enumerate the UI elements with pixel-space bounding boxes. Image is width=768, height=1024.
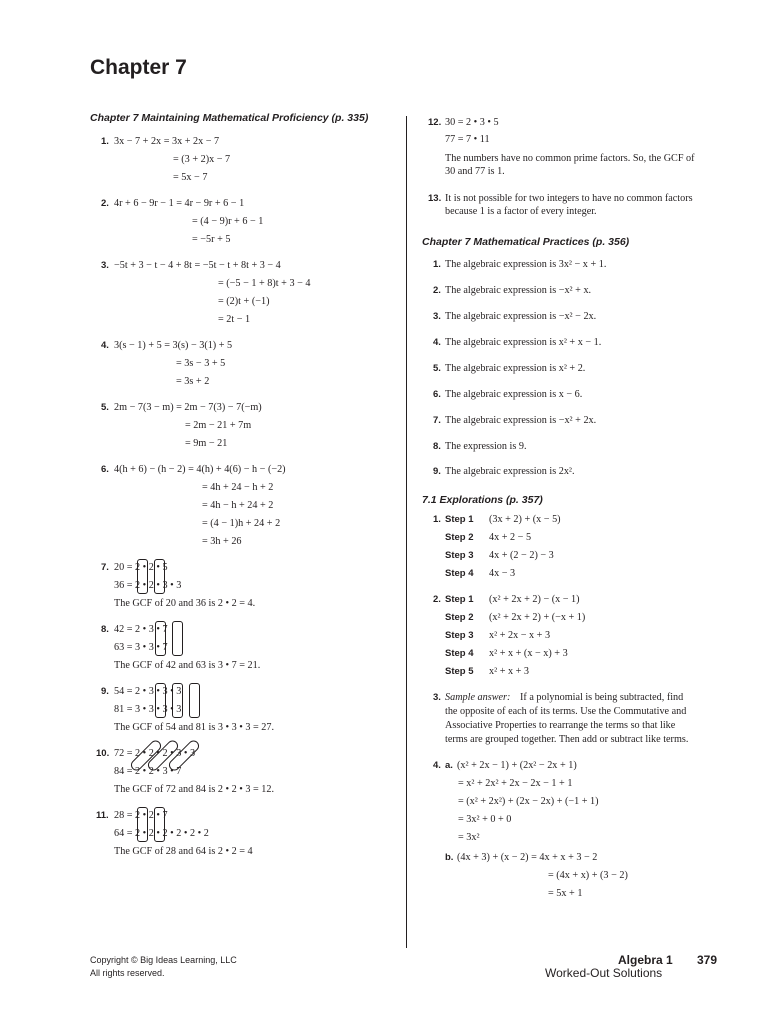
explanation-line: 30 and 77 is 1. — [445, 166, 505, 177]
answer-line: The algebraic expression is 3x² − x + 1. — [445, 259, 607, 270]
step-expression: (x² + 2x + 2) + (−x + 1) — [489, 612, 586, 623]
step-expression: 4x + 2 − 5 — [489, 532, 532, 543]
equation-line: = 5x + 1 — [548, 888, 583, 899]
equation-line: 4(h + 6) − (h − 2) = 4(h) + 4(6) − h − (−2) — [114, 464, 286, 475]
explanation-line: If a polynomial is being subtracted, find — [520, 692, 684, 703]
answer-line: The algebraic expression is 2x². — [445, 466, 575, 477]
problem-number: 4. — [101, 340, 109, 351]
problem-number: 6. — [433, 389, 441, 400]
footer-subtitle: Worked-Out Solutions — [545, 966, 663, 980]
factorization-line: 77 = 7 • 11 — [445, 134, 490, 145]
problem-number: 6. — [101, 464, 109, 475]
equation-line: = −5r + 5 — [192, 234, 231, 245]
factorization-line: 54 = 2 • 3 • 3 • 3 — [114, 686, 182, 697]
equation-line: = (x² + 2x²) + (2x − 2x) + (−1 + 1) — [458, 796, 599, 807]
answer-line: The algebraic expression is −x² − 2x. — [445, 311, 597, 322]
factorization-line: 20 = 2 • 2 • 5 — [114, 562, 168, 573]
step-label: Step 4 — [445, 568, 474, 579]
equation-line: = x² + 2x² + 2x − 2x − 1 + 1 — [458, 778, 573, 789]
problem-number: 11. — [96, 810, 109, 821]
equation-line: = 2t − 1 — [218, 314, 251, 325]
common-factor-box — [137, 559, 148, 594]
factorization-line: 84 = 2 • 2 • 3 • 7 — [114, 766, 182, 777]
step-expression: x² + 2x − x + 3 — [489, 630, 551, 641]
common-factor-box — [172, 621, 183, 656]
section-heading-practices: Chapter 7 Mathematical Practices (p. 356) — [422, 236, 630, 248]
problem-number: 4. — [433, 760, 441, 771]
equation-line: = 9m − 21 — [185, 438, 228, 449]
equation-line: = 3s − 3 + 5 — [176, 358, 226, 369]
explanation-line: The numbers have no common prime factors. So, the GCF of — [445, 153, 695, 164]
common-factor-box — [155, 621, 166, 656]
equation-line: 2m − 7(3 − m) = 2m − 7(3) − 7(−m) — [114, 402, 262, 413]
factorization-line: 72 = 2 • 2 • 2 • 3 • 3 — [114, 748, 196, 759]
factorization-line: 63 = 3 • 3 • 7 — [114, 642, 168, 653]
common-factor-box — [154, 559, 165, 594]
gcf-statement: The GCF of 42 and 63 is 3 • 7 = 21. — [114, 660, 261, 671]
problem-number: 5. — [433, 363, 441, 374]
part-label: b. — [445, 852, 454, 863]
gcf-statement: The GCF of 20 and 36 is 2 • 2 = 4. — [114, 598, 256, 609]
problem-number: 12. — [428, 117, 442, 128]
factorization-line: 36 = 2 • 2 • 3 • 3 — [114, 580, 182, 591]
equation-line: 3(s − 1) + 5 = 3(s) − 3(1) + 5 — [114, 340, 233, 351]
equation-line: −5t + 3 − t − 4 + 8t = −5t − t + 8t + 3 − 4 — [114, 260, 281, 271]
answer-line: The algebraic expression is x − 6. — [445, 389, 583, 400]
sample-answer-label: Sample answer: — [445, 692, 511, 703]
problem-number: 7. — [101, 562, 109, 573]
equation-line: = (2)t + (−1) — [218, 296, 270, 307]
problem-number: 3. — [433, 692, 441, 703]
answer-line: The expression is 9. — [445, 441, 527, 452]
step-expression: x² + x + (x − x) + 3 — [489, 648, 568, 659]
answer-line: The algebraic expression is x² + 2. — [445, 363, 586, 374]
explanation-line: It is not possible for two integers to have no common factors — [445, 193, 693, 204]
problem-number: 13. — [428, 193, 442, 204]
factorization-line: 64 = 2 • 2 • 2 • 2 • 2 • 2 — [114, 828, 209, 839]
problem-number: 1. — [101, 136, 109, 147]
problem-number: 1. — [433, 259, 441, 270]
equation-line: 3x − 7 + 2x = 3x + 2x − 7 — [114, 136, 220, 147]
equation-line: = 2m − 21 + 7m — [185, 420, 252, 431]
section-heading-proficiency: Chapter 7 Maintaining Mathematical Proficiency (p. 335) — [90, 112, 369, 124]
step-label: Step 3 — [445, 630, 474, 641]
step-expression: (3x + 2) + (x − 5) — [489, 514, 561, 525]
common-factor-box — [155, 683, 166, 718]
problem-number: 10. — [96, 748, 110, 759]
factorization-line: 81 = 3 • 3 • 3 • 3 — [114, 704, 182, 715]
step-expression: 4x − 3 — [489, 568, 516, 579]
factorization-line: 42 = 2 • 3 • 7 — [114, 624, 168, 635]
equation-line: 4r + 6 − 9r − 1 = 4r − 9r + 6 − 1 — [114, 198, 245, 209]
footer-copyright: Copyright © Big Ideas Learning, LLC — [90, 955, 237, 965]
common-factor-box — [172, 683, 183, 718]
problem-number: 5. — [101, 402, 109, 413]
explanation-line: the opposite of each of its terms. Use the Commutative and — [445, 706, 687, 717]
step-label: Step 4 — [445, 648, 474, 659]
page-title: Chapter 7 — [90, 56, 187, 79]
answer-line: The algebraic expression is x² + x − 1. — [445, 337, 602, 348]
problem-number: 3. — [433, 311, 441, 322]
equation-line: (4x + 3) + (x − 2) = 4x + x + 3 − 2 — [457, 852, 598, 863]
equation-line: = 3x² — [458, 832, 480, 843]
equation-line: = 4h − h + 24 + 2 — [202, 500, 274, 511]
column-divider — [406, 116, 407, 948]
step-label: Step 5 — [445, 666, 474, 677]
problem-number: 2. — [101, 198, 109, 209]
factorization-line: 30 = 2 • 3 • 5 — [445, 117, 499, 128]
explanation-line: because 1 is a factor of every integer. — [445, 206, 597, 217]
gcf-statement: The GCF of 72 and 84 is 2 • 2 • 3 = 12. — [114, 784, 275, 795]
step-label: Step 2 — [445, 532, 474, 543]
problem-number: 2. — [433, 594, 441, 605]
answer-line: The algebraic expression is −x² + x. — [445, 285, 592, 296]
equation-line: = (4 − 1)h + 24 + 2 — [202, 518, 281, 529]
problem-number: 8. — [433, 441, 441, 452]
problem-number: 9. — [101, 686, 109, 697]
step-label: Step 1 — [445, 514, 474, 525]
gcf-statement: The GCF of 28 and 64 is 2 • 2 = 4 — [114, 846, 253, 857]
problem-number: 2. — [433, 285, 441, 296]
section-heading-explorations: 7.1 Explorations (p. 357) — [422, 494, 543, 506]
equation-line: = 3h + 26 — [202, 536, 242, 547]
part-label: a. — [445, 760, 453, 771]
equation-line: = 3x² + 0 + 0 — [458, 814, 512, 825]
problem-number: 4. — [433, 337, 441, 348]
problem-number: 9. — [433, 466, 441, 477]
common-factor-box — [189, 683, 200, 718]
step-label: Step 2 — [445, 612, 474, 623]
problem-number: 1. — [433, 514, 441, 525]
common-factor-box — [137, 807, 148, 842]
page-number: 379 — [697, 953, 718, 967]
footer-rights: All rights reserved. — [90, 968, 165, 978]
problem-number: 3. — [101, 260, 109, 271]
equation-line: = 3s + 2 — [176, 376, 210, 387]
equation-line: (x² + 2x − 1) + (2x² − 2x + 1) — [457, 760, 577, 771]
problem-number: 8. — [101, 624, 109, 635]
common-factor-box — [154, 807, 165, 842]
equation-line: = (−5 − 1 + 8)t + 3 − 4 — [218, 278, 311, 289]
step-label: Step 3 — [445, 550, 474, 561]
step-expression: x² + x + 3 — [489, 666, 530, 677]
step-expression: 4x + (2 − 2) − 3 — [489, 550, 554, 561]
equation-line: = 5x − 7 — [173, 172, 208, 183]
gcf-statement: The GCF of 54 and 81 is 3 • 3 • 3 = 27. — [114, 722, 275, 733]
equation-line: = (4x + x) + (3 − 2) — [548, 870, 628, 881]
equation-line: = 4h + 24 − h + 2 — [202, 482, 274, 493]
equation-line: = (4 − 9)r + 6 − 1 — [192, 216, 264, 227]
explanation-line: terms are grouped together. Then add or subtract like terms. — [445, 734, 689, 745]
step-expression: (x² + 2x + 2) − (x − 1) — [489, 594, 580, 605]
problem-number: 7. — [433, 415, 441, 426]
answer-line: The algebraic expression is −x² + 2x. — [445, 415, 597, 426]
equation-line: = (3 + 2)x − 7 — [173, 154, 231, 165]
footer-book-title: Algebra 1 — [618, 953, 673, 967]
step-label: Step 1 — [445, 594, 474, 605]
factorization-line: 28 = 2 • 2 • 7 — [114, 810, 168, 821]
explanation-line: Associative Properties to rearrange the terms so that like — [445, 720, 676, 731]
